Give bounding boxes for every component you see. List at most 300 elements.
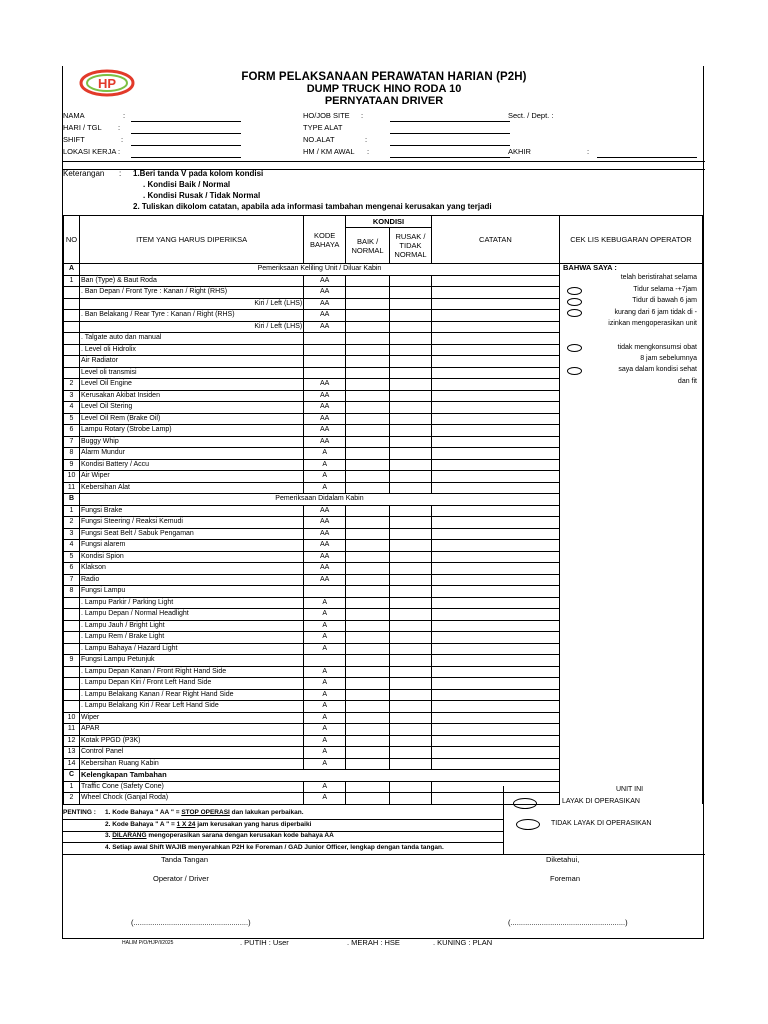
row-kode: AA bbox=[304, 551, 346, 563]
checkbox-tidur-6jam[interactable] bbox=[567, 298, 582, 306]
row-item: Kebersihan Ruang Kabin bbox=[79, 758, 303, 770]
row-no bbox=[64, 597, 80, 609]
copy-putih: . PUTIH : User bbox=[240, 938, 289, 947]
cell-baik[interactable] bbox=[346, 482, 390, 494]
cell-catatan[interactable] bbox=[431, 390, 559, 402]
col-baik: BAIK / NORMAL bbox=[346, 228, 390, 264]
cell-rusak[interactable] bbox=[390, 287, 432, 299]
cell-catatan[interactable] bbox=[431, 344, 559, 356]
section-title: Pemeriksaan Keliling Unit / Diluar Kabin bbox=[79, 264, 559, 276]
cell-rusak[interactable] bbox=[390, 655, 432, 667]
cell-rusak[interactable] bbox=[390, 448, 432, 460]
check-line-7: 8 jam sebelumnya bbox=[640, 355, 697, 362]
note-1: 1. Kode Bahaya " AA " = STOP OPERASI dan lakukan perbaikan. bbox=[105, 809, 304, 816]
copy-kuning: . KUNING : PLAN bbox=[433, 938, 493, 947]
row-item: Level Oil Engine bbox=[79, 379, 303, 391]
col-cek: CEK LIS KEBUGARAN OPERATOR bbox=[559, 216, 702, 264]
row-kode: A bbox=[304, 678, 346, 690]
cell-catatan[interactable] bbox=[431, 471, 559, 483]
cell-catatan[interactable] bbox=[431, 321, 559, 333]
row-item: . Lampu Parkir / Parking Light bbox=[79, 597, 303, 609]
row-kode: AA bbox=[304, 517, 346, 529]
cell-rusak[interactable] bbox=[390, 379, 432, 391]
cell-baik[interactable] bbox=[346, 724, 390, 736]
tidak-layak-label: TIDAK LAYAK DI OPERASIKAN bbox=[551, 820, 652, 827]
cell-baik[interactable] bbox=[346, 551, 390, 563]
check-line-3: Tidur di bawah 6 jam bbox=[632, 297, 697, 304]
row-kode: A bbox=[304, 620, 346, 632]
cell-rusak[interactable] bbox=[390, 471, 432, 483]
cell-rusak[interactable] bbox=[390, 436, 432, 448]
cell-catatan[interactable] bbox=[431, 793, 559, 805]
row-item: . Lampu Rem / Brake Light bbox=[79, 632, 303, 644]
row-item: Radio bbox=[79, 574, 303, 586]
row-kode: A bbox=[304, 781, 346, 793]
cell-rusak[interactable] bbox=[390, 413, 432, 425]
operator-label: Operator / Driver bbox=[153, 874, 209, 883]
cell-baik[interactable] bbox=[346, 287, 390, 299]
row-item: Fungsi alarem bbox=[79, 540, 303, 552]
check-line-5: izinkan mengoperasikan unit bbox=[608, 320, 697, 327]
row-no bbox=[64, 356, 80, 368]
bahwa-saya: BAHWA SAYA : bbox=[563, 263, 617, 272]
unit-status-cell bbox=[559, 770, 702, 782]
cell-baik[interactable] bbox=[346, 793, 390, 805]
cell-baik[interactable] bbox=[346, 448, 390, 460]
cell-baik[interactable] bbox=[346, 563, 390, 575]
cell-catatan[interactable] bbox=[431, 298, 559, 310]
row-item: Traffic Cone (Safety Cone) bbox=[79, 781, 303, 793]
cell-catatan[interactable] bbox=[431, 402, 559, 414]
cell-rusak[interactable] bbox=[390, 367, 432, 379]
cell-rusak[interactable] bbox=[390, 666, 432, 678]
cell-rusak[interactable] bbox=[390, 402, 432, 414]
operator-check-column bbox=[559, 264, 702, 770]
row-item: Alarm Mundur bbox=[79, 448, 303, 460]
colon: : bbox=[361, 111, 364, 120]
cell-baik[interactable] bbox=[346, 574, 390, 586]
cell-catatan[interactable] bbox=[431, 540, 559, 552]
cell-baik[interactable] bbox=[346, 712, 390, 724]
row-no: 11 bbox=[64, 724, 80, 736]
row-no: 2 bbox=[64, 379, 80, 391]
row-item: . Lampu Bahaya / Hazard Light bbox=[79, 643, 303, 655]
cell-rusak[interactable] bbox=[390, 425, 432, 437]
cell-catatan[interactable] bbox=[431, 758, 559, 770]
row-no: 3 bbox=[64, 390, 80, 402]
cell-catatan[interactable] bbox=[431, 459, 559, 471]
row-kode: AA bbox=[304, 275, 346, 287]
diketahui-label: Diketahui, bbox=[546, 855, 580, 864]
row-no bbox=[64, 643, 80, 655]
row-no bbox=[64, 666, 80, 678]
cell-catatan[interactable] bbox=[431, 528, 559, 540]
cell-baik[interactable] bbox=[346, 459, 390, 471]
keterangan-line-4: 2. Tuliskan dikolom catatan, apabila ada informasi tambahan mengenai kerusakan yang terjadi bbox=[133, 202, 492, 211]
row-kode: A bbox=[304, 747, 346, 759]
cell-baik[interactable] bbox=[346, 344, 390, 356]
cell-catatan[interactable] bbox=[431, 367, 559, 379]
hm-awal-field[interactable] bbox=[390, 157, 510, 158]
cell-baik[interactable] bbox=[346, 597, 390, 609]
divider bbox=[63, 842, 503, 843]
row-item: Air Wiper bbox=[79, 471, 303, 483]
cell-catatan[interactable] bbox=[431, 666, 559, 678]
cell-catatan[interactable] bbox=[431, 482, 559, 494]
cell-baik[interactable] bbox=[346, 367, 390, 379]
cell-baik[interactable] bbox=[346, 620, 390, 632]
cell-baik[interactable] bbox=[346, 471, 390, 483]
cell-rusak[interactable] bbox=[390, 563, 432, 575]
cell-catatan[interactable] bbox=[431, 735, 559, 747]
layak-label: LAYAK DI OPERASIKAN bbox=[562, 798, 640, 805]
cell-rusak[interactable] bbox=[390, 344, 432, 356]
cell-rusak[interactable] bbox=[390, 482, 432, 494]
cell-baik[interactable] bbox=[346, 413, 390, 425]
cell-rusak[interactable] bbox=[390, 298, 432, 310]
cell-rusak[interactable] bbox=[390, 609, 432, 621]
row-no: 7 bbox=[64, 436, 80, 448]
row-no bbox=[64, 689, 80, 701]
keterangan-line-3: . Kondisi Rusak / Tidak Normal bbox=[143, 191, 261, 200]
nama-field[interactable] bbox=[131, 121, 241, 122]
cell-catatan[interactable] bbox=[431, 655, 559, 667]
cell-rusak[interactable] bbox=[390, 275, 432, 287]
table-row bbox=[64, 781, 703, 793]
cell-rusak[interactable] bbox=[390, 574, 432, 586]
cell-rusak[interactable] bbox=[390, 321, 432, 333]
note-4: 4. Setiap awal Shift WAJIB menyerahkan P2H ke Foreman / GAD Junior Officer, lengkap dengan tanda tangan. bbox=[105, 844, 444, 851]
colon: : bbox=[119, 169, 122, 178]
row-no: 11 bbox=[64, 482, 80, 494]
cell-baik[interactable] bbox=[346, 333, 390, 345]
cell-baik[interactable] bbox=[346, 402, 390, 414]
cell-catatan[interactable] bbox=[431, 425, 559, 437]
cell-baik[interactable] bbox=[346, 781, 390, 793]
cell-rusak[interactable] bbox=[390, 747, 432, 759]
cell-baik[interactable] bbox=[346, 666, 390, 678]
row-no bbox=[64, 333, 80, 345]
foreman-label: Foreman bbox=[550, 874, 581, 883]
cell-catatan[interactable] bbox=[431, 379, 559, 391]
row-item: Wiper bbox=[79, 712, 303, 724]
checkbox-kurang-6jam[interactable] bbox=[567, 309, 582, 317]
cell-baik[interactable] bbox=[346, 678, 390, 690]
cell-catatan[interactable] bbox=[431, 356, 559, 368]
row-no: 5 bbox=[64, 413, 80, 425]
cell-rusak[interactable] bbox=[390, 758, 432, 770]
row-item: Kondisi Spion bbox=[79, 551, 303, 563]
col-item: ITEM YANG HARUS DIPERIKSA bbox=[79, 216, 303, 264]
cell-rusak[interactable] bbox=[390, 793, 432, 805]
check-line-6: tidak mengkonsumsi obat bbox=[617, 344, 697, 351]
cell-baik[interactable] bbox=[346, 655, 390, 667]
cell-catatan[interactable] bbox=[431, 574, 559, 586]
row-kode: A bbox=[304, 609, 346, 621]
row-no bbox=[64, 287, 80, 299]
row-kode: AA bbox=[304, 436, 346, 448]
cell-rusak[interactable] bbox=[390, 597, 432, 609]
row-no: 12 bbox=[64, 735, 80, 747]
row-no bbox=[64, 321, 80, 333]
row-no: 4 bbox=[64, 540, 80, 552]
cell-baik[interactable] bbox=[346, 540, 390, 552]
row-no: 6 bbox=[64, 563, 80, 575]
lokasi-field[interactable] bbox=[131, 157, 241, 158]
row-item: . Talgate auto dan manual bbox=[79, 333, 303, 345]
row-no: 3 bbox=[64, 528, 80, 540]
cell-catatan[interactable] bbox=[431, 413, 559, 425]
cell-baik[interactable] bbox=[346, 298, 390, 310]
cell-rusak[interactable] bbox=[390, 310, 432, 322]
label-nama: NAMA bbox=[63, 111, 85, 120]
operator-signature[interactable]: (.......................................................) bbox=[131, 918, 251, 927]
cell-rusak[interactable] bbox=[390, 528, 432, 540]
section-title: Pemeriksaan Didalam Kabin bbox=[79, 494, 559, 506]
row-kode: A bbox=[304, 666, 346, 678]
hm-akhir-field[interactable] bbox=[597, 157, 697, 158]
cell-rusak[interactable] bbox=[390, 701, 432, 713]
label-type-alat: TYPE ALAT bbox=[303, 123, 343, 132]
cell-baik[interactable] bbox=[346, 390, 390, 402]
row-item: Fungsi Lampu bbox=[79, 586, 303, 598]
row-item: Lampu Rotary (Strobe Lamp) bbox=[79, 425, 303, 437]
cell-baik[interactable] bbox=[346, 425, 390, 437]
row-no: 2 bbox=[64, 517, 80, 529]
row-item: Kebersihan Alat bbox=[79, 482, 303, 494]
cell-rusak[interactable] bbox=[390, 551, 432, 563]
row-item: . Level oli Hidrolix bbox=[79, 344, 303, 356]
label-hm: HM / KM AWAL bbox=[303, 147, 355, 156]
cell-rusak[interactable] bbox=[390, 712, 432, 724]
row-item: Fungsi Lampu Petunjuk bbox=[79, 655, 303, 667]
cell-rusak[interactable] bbox=[390, 333, 432, 345]
section-title: Kelengkapan Tambahan bbox=[79, 770, 559, 782]
cell-rusak[interactable] bbox=[390, 678, 432, 690]
cell-rusak[interactable] bbox=[390, 586, 432, 598]
cell-rusak[interactable] bbox=[390, 632, 432, 644]
row-kode: A bbox=[304, 735, 346, 747]
row-item: Kiri / Left (LHS) bbox=[79, 298, 303, 310]
label-no-alat: NO.ALAT bbox=[303, 135, 335, 144]
cell-baik[interactable] bbox=[346, 586, 390, 598]
cell-baik[interactable] bbox=[346, 632, 390, 644]
cell-catatan[interactable] bbox=[431, 712, 559, 724]
cell-catatan[interactable] bbox=[431, 505, 559, 517]
row-no: 13 bbox=[64, 747, 80, 759]
cell-rusak[interactable] bbox=[390, 459, 432, 471]
row-item: Air Radiator bbox=[79, 356, 303, 368]
cell-rusak[interactable] bbox=[390, 620, 432, 632]
cell-catatan[interactable] bbox=[431, 632, 559, 644]
cell-catatan[interactable] bbox=[431, 310, 559, 322]
row-item: . Lampu Belakang Kanan / Rear Right Hand Side bbox=[79, 689, 303, 701]
cell-catatan[interactable] bbox=[431, 436, 559, 448]
cell-rusak[interactable] bbox=[390, 505, 432, 517]
divider bbox=[63, 819, 503, 820]
checkbox-layak[interactable] bbox=[513, 798, 537, 809]
col-kondisi: KONDISI bbox=[346, 216, 432, 228]
cell-baik[interactable] bbox=[346, 379, 390, 391]
row-no: 9 bbox=[64, 655, 80, 667]
cell-baik[interactable] bbox=[346, 643, 390, 655]
cell-baik[interactable] bbox=[346, 609, 390, 621]
row-kode: A bbox=[304, 597, 346, 609]
form-title: FORM PELAKSANAAN PERAWATAN HARIAN (P2H) bbox=[241, 71, 527, 83]
row-kode: A bbox=[304, 724, 346, 736]
row-item: Kiri / Left (LHS) bbox=[79, 321, 303, 333]
check-line-9: dan fit bbox=[677, 378, 697, 385]
row-item: Kondisi Battery / Accu bbox=[79, 459, 303, 471]
form-subtitle-2: PERNYATAAN DRIVER bbox=[324, 95, 444, 107]
row-item: . Ban Belakang / Rear Tyre : Kanan / Right (RHS) bbox=[79, 310, 303, 322]
cell-rusak[interactable] bbox=[390, 356, 432, 368]
row-kode: AA bbox=[304, 310, 346, 322]
row-kode: AA bbox=[304, 528, 346, 540]
foreman-signature[interactable]: (.......................................................) bbox=[508, 918, 628, 927]
cell-baik[interactable] bbox=[346, 701, 390, 713]
row-no: 8 bbox=[64, 448, 80, 460]
cell-catatan[interactable] bbox=[431, 517, 559, 529]
label-sect: Sect. / Dept. : bbox=[508, 111, 554, 120]
no-alat-field[interactable] bbox=[390, 145, 510, 146]
cell-catatan[interactable] bbox=[431, 689, 559, 701]
row-kode: A bbox=[304, 758, 346, 770]
row-kode: AA bbox=[304, 402, 346, 414]
cell-baik[interactable] bbox=[346, 505, 390, 517]
row-item: . Ban Depan / Front Tyre : Kanan / Right (RHS) bbox=[79, 287, 303, 299]
row-item: . Lampu Jauh / Bright Light bbox=[79, 620, 303, 632]
row-kode bbox=[304, 333, 346, 345]
row-kode: AA bbox=[304, 321, 346, 333]
row-kode: AA bbox=[304, 425, 346, 437]
keterangan-line-2: . Kondisi Baik / Normal bbox=[143, 180, 231, 189]
cell-baik[interactable] bbox=[346, 275, 390, 287]
cell-rusak[interactable] bbox=[390, 781, 432, 793]
row-no: 8 bbox=[64, 586, 80, 598]
cell-catatan[interactable] bbox=[431, 701, 559, 713]
hari-field[interactable] bbox=[131, 133, 241, 134]
row-kode bbox=[304, 367, 346, 379]
cell-catatan[interactable] bbox=[431, 563, 559, 575]
cell-rusak[interactable] bbox=[390, 724, 432, 736]
checkbox-tidur-7jam[interactable] bbox=[567, 287, 582, 295]
penting-label: PENTING : bbox=[63, 809, 96, 816]
cell-catatan[interactable] bbox=[431, 586, 559, 598]
row-kode: AA bbox=[304, 390, 346, 402]
cell-catatan[interactable] bbox=[431, 597, 559, 609]
row-item: . Lampu Depan / Normal Headlight bbox=[79, 609, 303, 621]
section-code: A bbox=[64, 264, 80, 276]
cell-baik[interactable] bbox=[346, 356, 390, 368]
cell-baik[interactable] bbox=[346, 321, 390, 333]
label-ho-site: HO/JOB SITE bbox=[303, 111, 350, 120]
cell-rusak[interactable] bbox=[390, 517, 432, 529]
row-no bbox=[64, 678, 80, 690]
row-item: Ban (Type) & Baut Roda bbox=[79, 275, 303, 287]
row-no: 2 bbox=[64, 793, 80, 805]
row-no bbox=[64, 310, 80, 322]
row-item: Level Oil Stering bbox=[79, 402, 303, 414]
cell-catatan[interactable] bbox=[431, 620, 559, 632]
cell-baik[interactable] bbox=[346, 689, 390, 701]
cell-baik[interactable] bbox=[346, 747, 390, 759]
divider bbox=[503, 786, 504, 854]
section-code: C bbox=[64, 770, 80, 782]
cell-baik[interactable] bbox=[346, 758, 390, 770]
cell-baik[interactable] bbox=[346, 735, 390, 747]
row-no: 6 bbox=[64, 425, 80, 437]
cell-catatan[interactable] bbox=[431, 678, 559, 690]
cell-baik[interactable] bbox=[346, 436, 390, 448]
row-no: 14 bbox=[64, 758, 80, 770]
cell-catatan[interactable] bbox=[431, 287, 559, 299]
cell-catatan[interactable] bbox=[431, 551, 559, 563]
row-no: 1 bbox=[64, 505, 80, 517]
col-rusak: RUSAK / TIDAK NORMAL bbox=[390, 228, 432, 264]
check-line-8: saya dalam kondisi sehat bbox=[618, 366, 697, 373]
col-kode: KODE BAHAYA bbox=[304, 216, 346, 264]
cell-catatan[interactable] bbox=[431, 643, 559, 655]
row-kode bbox=[304, 655, 346, 667]
row-item: Control Panel bbox=[79, 747, 303, 759]
section-code: B bbox=[64, 494, 80, 506]
cell-catatan[interactable] bbox=[431, 609, 559, 621]
row-item: Fungsi Seat Belt / Sabuk Pengaman bbox=[79, 528, 303, 540]
type-alat-field[interactable] bbox=[390, 133, 510, 134]
label-shift: SHIFT bbox=[63, 135, 85, 144]
colon: : bbox=[118, 123, 121, 132]
row-item: . Lampu Depan Kiri / Front Left Hand Side bbox=[79, 678, 303, 690]
checklist-table bbox=[63, 215, 703, 805]
cell-catatan[interactable] bbox=[431, 724, 559, 736]
cell-baik[interactable] bbox=[346, 517, 390, 529]
ho-site-field[interactable] bbox=[390, 121, 510, 122]
shift-field[interactable] bbox=[131, 145, 241, 146]
checkbox-tidak-layak[interactable] bbox=[516, 819, 540, 830]
form-code: HALIM P/O/HJP/I/2025 bbox=[122, 940, 174, 946]
form-subtitle: DUMP TRUCK HINO RODA 10 bbox=[306, 83, 462, 95]
checkbox-sehat[interactable] bbox=[567, 367, 582, 375]
row-item: APAR bbox=[79, 724, 303, 736]
row-item: Fungsi Brake bbox=[79, 505, 303, 517]
cell-rusak[interactable] bbox=[390, 540, 432, 552]
row-kode: AA bbox=[304, 563, 346, 575]
row-item: Level Oil Rem (Brake Oil) bbox=[79, 413, 303, 425]
row-item: Wheel Chock (Ganjal Roda) bbox=[79, 793, 303, 805]
cell-catatan[interactable] bbox=[431, 333, 559, 345]
row-kode: A bbox=[304, 793, 346, 805]
row-no: 1 bbox=[64, 781, 80, 793]
row-kode: A bbox=[304, 712, 346, 724]
row-item: Kerusakan Akibat Insiden bbox=[79, 390, 303, 402]
row-kode: AA bbox=[304, 287, 346, 299]
cell-rusak[interactable] bbox=[390, 689, 432, 701]
cell-catatan[interactable] bbox=[431, 448, 559, 460]
checkbox-tidak-obat[interactable] bbox=[567, 344, 582, 352]
cell-rusak[interactable] bbox=[390, 643, 432, 655]
cell-baik[interactable] bbox=[346, 310, 390, 322]
cell-baik[interactable] bbox=[346, 528, 390, 540]
cell-catatan[interactable] bbox=[431, 781, 559, 793]
colon: : bbox=[367, 147, 370, 156]
row-kode: AA bbox=[304, 413, 346, 425]
row-no: 4 bbox=[64, 402, 80, 414]
cell-catatan[interactable] bbox=[431, 747, 559, 759]
cell-catatan[interactable] bbox=[431, 275, 559, 287]
cell-rusak[interactable] bbox=[390, 735, 432, 747]
cell-rusak[interactable] bbox=[390, 390, 432, 402]
